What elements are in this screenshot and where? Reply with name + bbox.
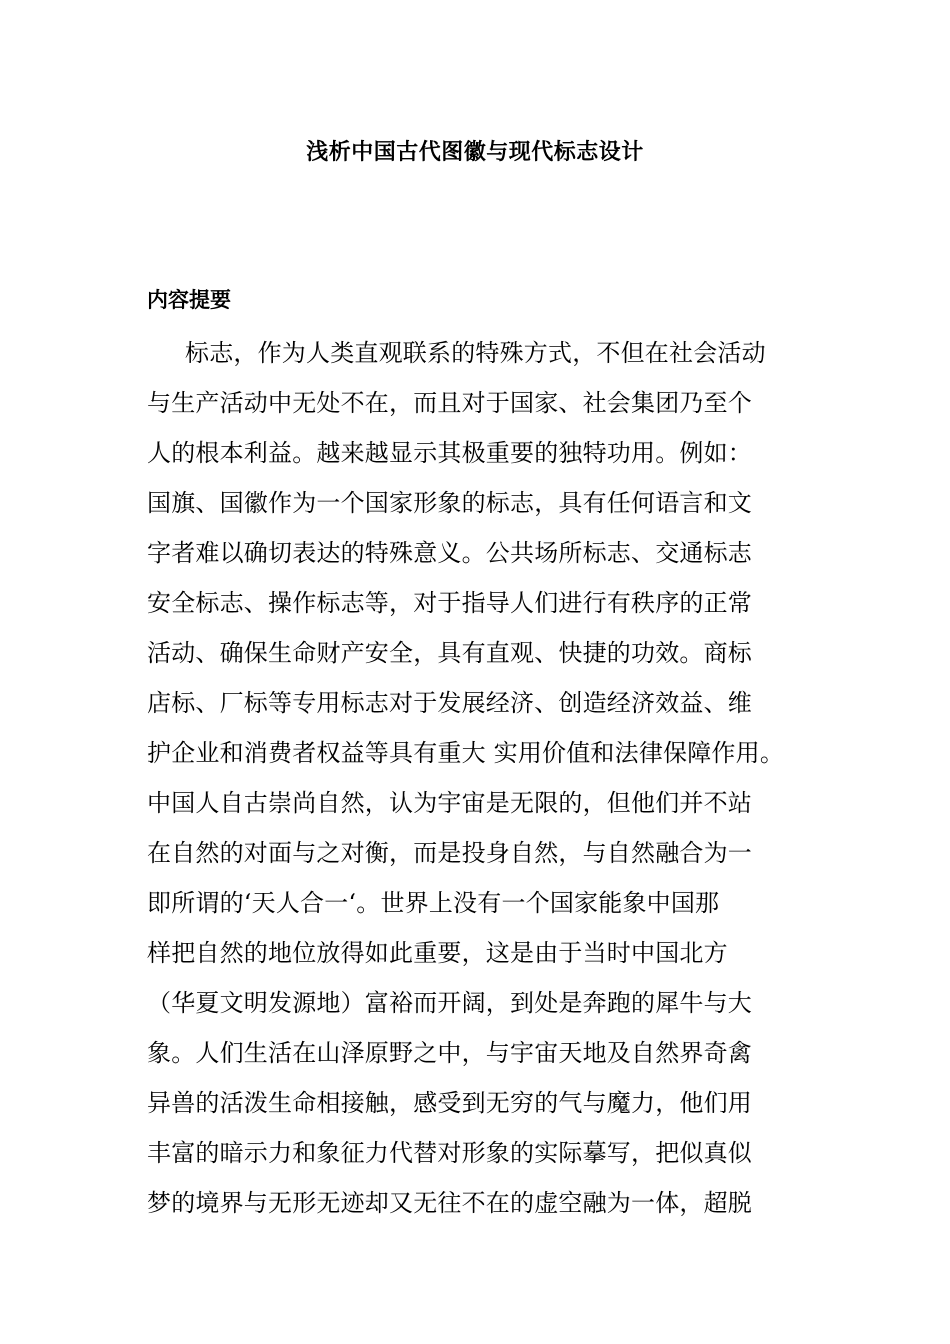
body-line: 即所谓的‘天人合一‘。世界上没有一个国家能象中国那 — [147, 889, 720, 917]
section-heading: 内容提要 — [147, 287, 231, 312]
body-line: 字者难以确切表达的特殊意义。公共场所标志、交通标志 — [147, 539, 752, 567]
body-line: 异兽的活泼生命相接触，感受到无穷的气与魔力，他们用 — [147, 1089, 752, 1117]
body-line: 标志，作为人类直观联系的特殊方式，不但在社会活动 — [185, 339, 766, 367]
body-line: 样把自然的地位放得如此重要，这是由于当时中国北方 — [147, 939, 728, 967]
body-line: 人的根本利益。越来越显示其极重要的独特功用。例如： — [147, 439, 752, 467]
document-title: 浅析中国古代图徽与现代标志设计 — [306, 139, 644, 165]
body-line: 国旗、国徽作为一个国家形象的标志，具有任何语言和文 — [147, 489, 752, 517]
body-line: 安全标志、操作标志等，对于指导人们进行有秩序的正常 — [147, 589, 752, 617]
body-line: （华夏文明发源地）富裕而开阔，到处是奔跑的犀牛与大 — [147, 989, 752, 1017]
body-line: 在自然的对面与之对衡，而是投身自然，与自然融合为一 — [147, 839, 752, 867]
body-line: 活动、确保生命财产安全，具有直观、快捷的功效。商标 — [147, 639, 752, 667]
body-line: 店标、厂标等专用标志对于发展经济、创造经济效益、维 — [147, 689, 752, 717]
body-line: 护企业和消费者权益等具有重大 实用价值和法律保障作用。 — [147, 739, 785, 767]
body-line: 象。人们生活在山泽原野之中，与宇宙天地及自然界奇禽 — [147, 1039, 752, 1067]
abstract-body — [147, 328, 827, 1228]
body-line: 中国人自古崇尚自然，认为宇宙是无限的，但他们并不站 — [147, 789, 752, 817]
body-line: 梦的境界与无形无迹却又无往不在的虚空融为一体，超脱 — [147, 1189, 752, 1217]
body-line: 丰富的暗示力和象征力代替对形象的实际摹写，把似真似 — [147, 1139, 752, 1167]
body-line: 与生产活动中无处不在，而且对于国家、社会集团乃至个 — [147, 389, 752, 417]
